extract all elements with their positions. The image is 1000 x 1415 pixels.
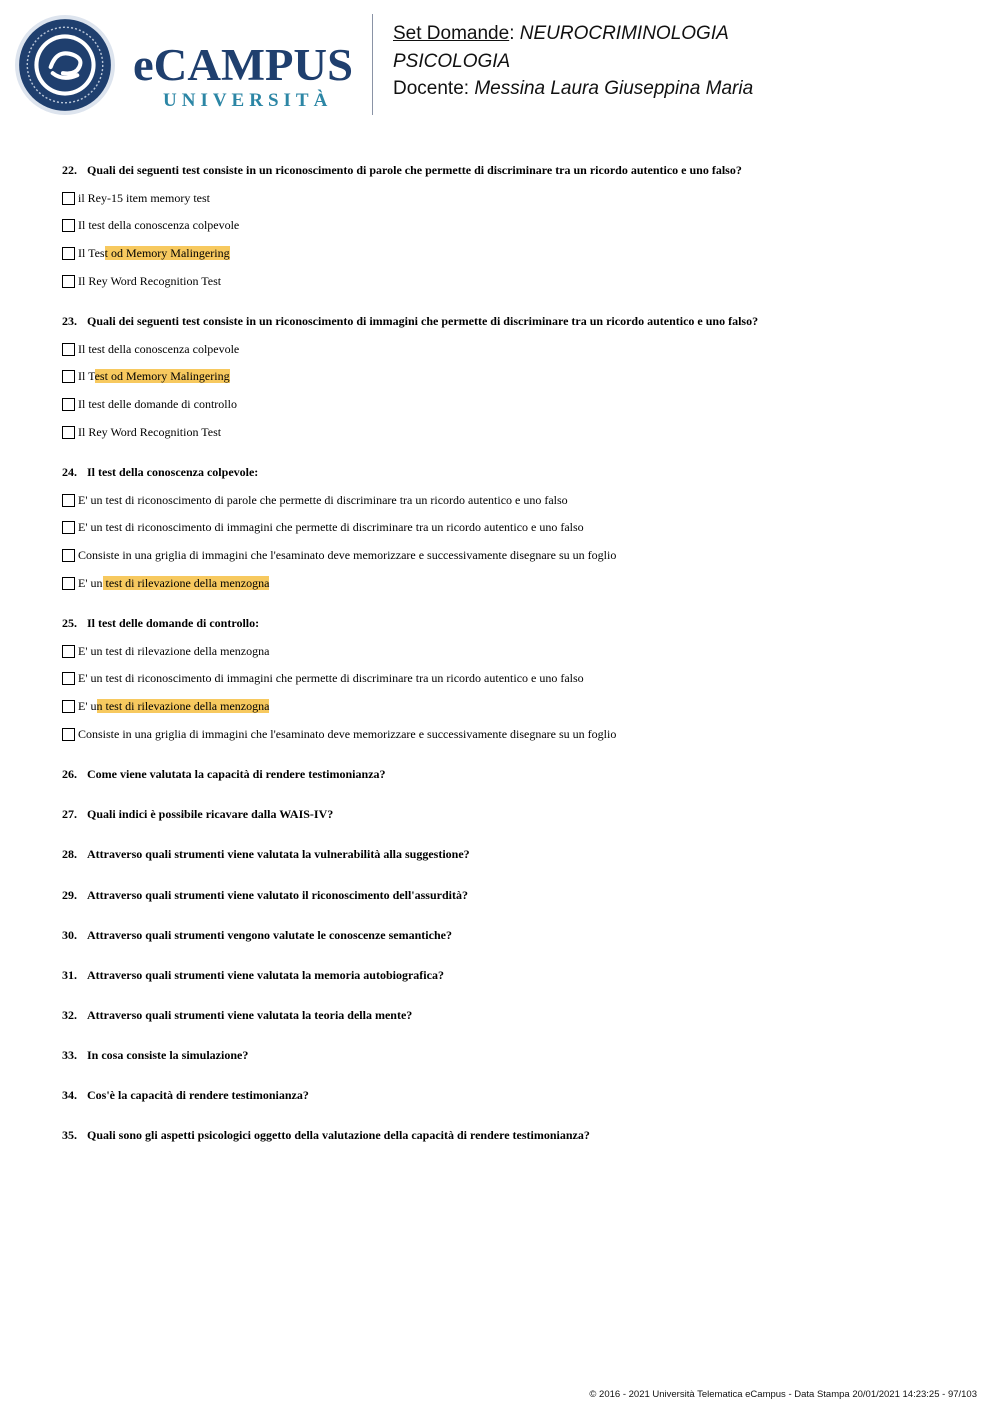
question-text: Attraverso quali strumenti vengono valutate le conoscenze semantiche? <box>87 927 452 942</box>
answer-highlight: t od Memory Malingering <box>104 245 230 260</box>
answer-label <box>78 644 269 659</box>
answer-label <box>78 493 568 508</box>
question-item <box>62 887 962 904</box>
question-text: Quali sono gli aspetti psicologici oggetto della valutazione della capacità di rendere testimonianza? <box>87 1128 590 1143</box>
question-number: 24. <box>62 465 77 480</box>
question-item <box>62 464 962 592</box>
question-number: 23. <box>62 314 77 329</box>
question-text: In cosa consiste la simulazione? <box>87 1047 249 1062</box>
question-number: 35. <box>62 1128 77 1143</box>
header-info <box>393 20 753 103</box>
question-item <box>62 1127 962 1144</box>
answer-option[interactable] <box>62 423 962 441</box>
answer-text: E' un test di rilevazione della menzogna <box>78 643 270 658</box>
answer-option[interactable] <box>62 491 962 509</box>
answer-option[interactable] <box>62 725 962 743</box>
open-questions <box>62 766 962 1144</box>
page-footer: © 2016 - 2021 Università Telematica eCampus - Data Stampa 20/01/2021 14:23:25 - 97/103 <box>589 1389 977 1400</box>
question-number: 31. <box>62 967 77 982</box>
answer-checkbox[interactable] <box>62 219 75 232</box>
question-title <box>62 887 962 904</box>
question-text: Attraverso quali strumenti viene valutata la vulnerabilità alla suggestione? <box>87 847 470 862</box>
header-divider <box>372 14 373 115</box>
question-title <box>62 313 962 330</box>
teacher-label: Docente: <box>393 78 475 99</box>
question-title <box>62 162 962 179</box>
answer-checkbox[interactable] <box>62 343 75 356</box>
question-number: 32. <box>62 1007 77 1022</box>
answer-option[interactable] <box>62 698 962 716</box>
question-text: Come viene valutata la capacità di rendere testimonianza? <box>87 767 386 782</box>
answer-text: Consiste in una griglia di immagini che l'esaminato deve memorizzare e successivamente disegnare su un foglio <box>78 726 617 741</box>
answer-option[interactable] <box>62 340 962 358</box>
answer-highlight: est od Memory Malingering <box>94 369 230 384</box>
question-item <box>62 162 962 290</box>
answer-label <box>78 218 239 233</box>
question-number: 34. <box>62 1088 77 1102</box>
answer-text: Consiste in una griglia di immagini che l'esaminato deve memorizzare e successivamente disegnare su un foglio <box>78 548 617 562</box>
question-title <box>62 927 962 944</box>
answer-checkbox[interactable] <box>62 728 75 741</box>
page-header <box>0 0 1000 130</box>
answer-option[interactable] <box>62 547 962 565</box>
answer-option[interactable] <box>62 670 962 688</box>
question-item <box>62 967 962 984</box>
answer-checkbox[interactable] <box>62 577 75 590</box>
question-title <box>62 967 962 984</box>
answer-label <box>78 425 221 440</box>
answer-checkbox[interactable] <box>62 521 75 534</box>
answer-options <box>62 340 962 441</box>
teacher-name: Messina Laura Giuseppina Maria <box>474 78 754 99</box>
wordmark-subtitle: UNIVERSITÀ <box>163 90 333 111</box>
question-item <box>62 1047 962 1064</box>
answer-checkbox[interactable] <box>62 247 75 260</box>
answer-highlight: test di rilevazione della menzogna <box>102 575 270 590</box>
answer-option[interactable] <box>62 368 962 386</box>
question-number: 29. <box>62 887 77 902</box>
answer-checkbox[interactable] <box>62 426 75 439</box>
question-title <box>62 1087 962 1104</box>
answer-label <box>78 576 269 591</box>
answer-label <box>78 369 230 384</box>
answer-label <box>78 274 221 289</box>
question-item <box>62 313 962 441</box>
question-text: Il test delle domande di controllo: <box>87 616 260 631</box>
question-text: Attraverso quali strumenti viene valutato il riconoscimento dell'assurdità? <box>87 887 468 902</box>
answer-checkbox[interactable] <box>62 398 75 411</box>
answer-checkbox[interactable] <box>62 672 75 685</box>
set-line <box>393 20 753 48</box>
question-number: 28. <box>62 847 77 862</box>
question-title <box>62 1007 962 1024</box>
answer-option[interactable] <box>62 519 962 537</box>
question-text: Il test della conoscenza colpevole: <box>87 465 259 480</box>
answer-label <box>78 397 237 412</box>
answer-text: Il test della conoscenza colpevole <box>78 341 240 356</box>
answer-text: E' u <box>78 699 97 714</box>
answer-text: Il Rey Word Recognition Test <box>78 273 222 288</box>
answer-text: E' un test di riconoscimento di parole che permette di discriminare tra un ricordo autentico e uno falso <box>78 492 568 507</box>
answer-checkbox[interactable] <box>62 275 75 288</box>
wordmark-text: eCAMPUS <box>133 40 353 90</box>
question-text: Quali indici è possibile ricavare dalla WAIS-IV? <box>87 807 334 822</box>
answer-option[interactable] <box>62 574 962 592</box>
answer-label <box>78 548 616 563</box>
answer-label <box>78 671 584 686</box>
question-item <box>62 846 962 863</box>
answer-text: Il Rey Word Recognition Test <box>78 424 222 439</box>
question-title <box>62 766 962 783</box>
answer-highlight: n test di rilevazione della menzogna <box>96 699 270 714</box>
answer-option[interactable] <box>62 244 962 262</box>
question-number: 22. <box>62 163 77 177</box>
question-title <box>62 464 962 481</box>
answer-label <box>78 727 616 742</box>
question-item <box>62 1087 962 1104</box>
answer-checkbox[interactable] <box>62 192 75 205</box>
answer-option[interactable] <box>62 642 962 660</box>
answer-checkbox[interactable] <box>62 549 75 562</box>
answer-option[interactable] <box>62 272 962 290</box>
question-text: Quali dei seguenti test consiste in un riconoscimento di immagini che permette di discriminare tra un ricordo autentico e uno falso? <box>87 314 759 329</box>
teacher-line <box>393 75 753 103</box>
answer-label <box>78 699 269 714</box>
subject-line-2: PSICOLOGIA <box>393 50 511 72</box>
question-list <box>62 162 962 1167</box>
question-title <box>62 1127 962 1144</box>
set-label: Set Domande <box>393 23 510 44</box>
answer-text: E' un test di riconoscimento di immagini che permette di discriminare tra un ricordo autentico e uno falso <box>78 520 584 535</box>
answer-text: Il T <box>78 369 95 384</box>
question-title <box>62 1047 962 1064</box>
subject-line-2-row <box>393 48 753 76</box>
answer-option[interactable] <box>62 217 962 235</box>
question-item <box>62 927 962 944</box>
answer-checkbox[interactable] <box>62 494 75 507</box>
answer-label <box>78 191 210 206</box>
question-item <box>62 806 962 823</box>
multiple-choice-questions <box>62 162 962 743</box>
subject-line-1: NEUROCRIMINOLOGIA <box>519 23 729 44</box>
question-item <box>62 766 962 783</box>
answer-option[interactable] <box>62 189 962 207</box>
question-text: Cos'è la capacità di rendere testimonianza? <box>87 1088 309 1102</box>
question-number: 26. <box>62 767 77 782</box>
question-title <box>62 806 962 823</box>
answer-checkbox[interactable] <box>62 645 75 658</box>
question-text: Attraverso quali strumenti viene valutata la teoria della mente? <box>87 1007 413 1022</box>
question-text: Attraverso quali strumenti viene valutata la memoria autobiografica? <box>87 967 444 982</box>
ecampus-wordmark-logo <box>133 40 358 112</box>
answer-text: il Rey-15 item memory test <box>78 190 210 205</box>
university-seal-logo <box>14 14 116 116</box>
question-number: 30. <box>62 927 77 942</box>
answer-text: Il test delle domande di controllo <box>78 396 237 411</box>
answer-text: Il Tes <box>78 245 105 260</box>
answer-option[interactable] <box>62 395 962 413</box>
answer-checkbox[interactable] <box>62 700 75 713</box>
answer-label <box>78 342 239 357</box>
answer-options <box>62 642 962 743</box>
question-number: 25. <box>62 616 77 631</box>
answer-text: E' un <box>78 575 103 590</box>
answer-options <box>62 189 962 290</box>
question-number: 33. <box>62 1047 77 1062</box>
question-number: 27. <box>62 807 77 822</box>
answer-checkbox[interactable] <box>62 370 75 383</box>
answer-label <box>78 246 230 261</box>
question-item <box>62 615 962 743</box>
question-text: Quali dei seguenti test consiste in un riconoscimento di parole che permette di discriminare tra un ricordo autentico e uno falso? <box>87 163 742 177</box>
answer-options <box>62 491 962 592</box>
answer-text: E' un test di riconoscimento di immagini che permette di discriminare tra un ricordo autentico e uno falso <box>78 671 584 686</box>
answer-label <box>78 520 584 535</box>
question-item <box>62 1007 962 1024</box>
question-title <box>62 846 962 863</box>
answer-text: Il test della conoscenza colpevole <box>78 218 240 233</box>
set-separator: : <box>509 23 520 44</box>
question-title <box>62 615 962 632</box>
